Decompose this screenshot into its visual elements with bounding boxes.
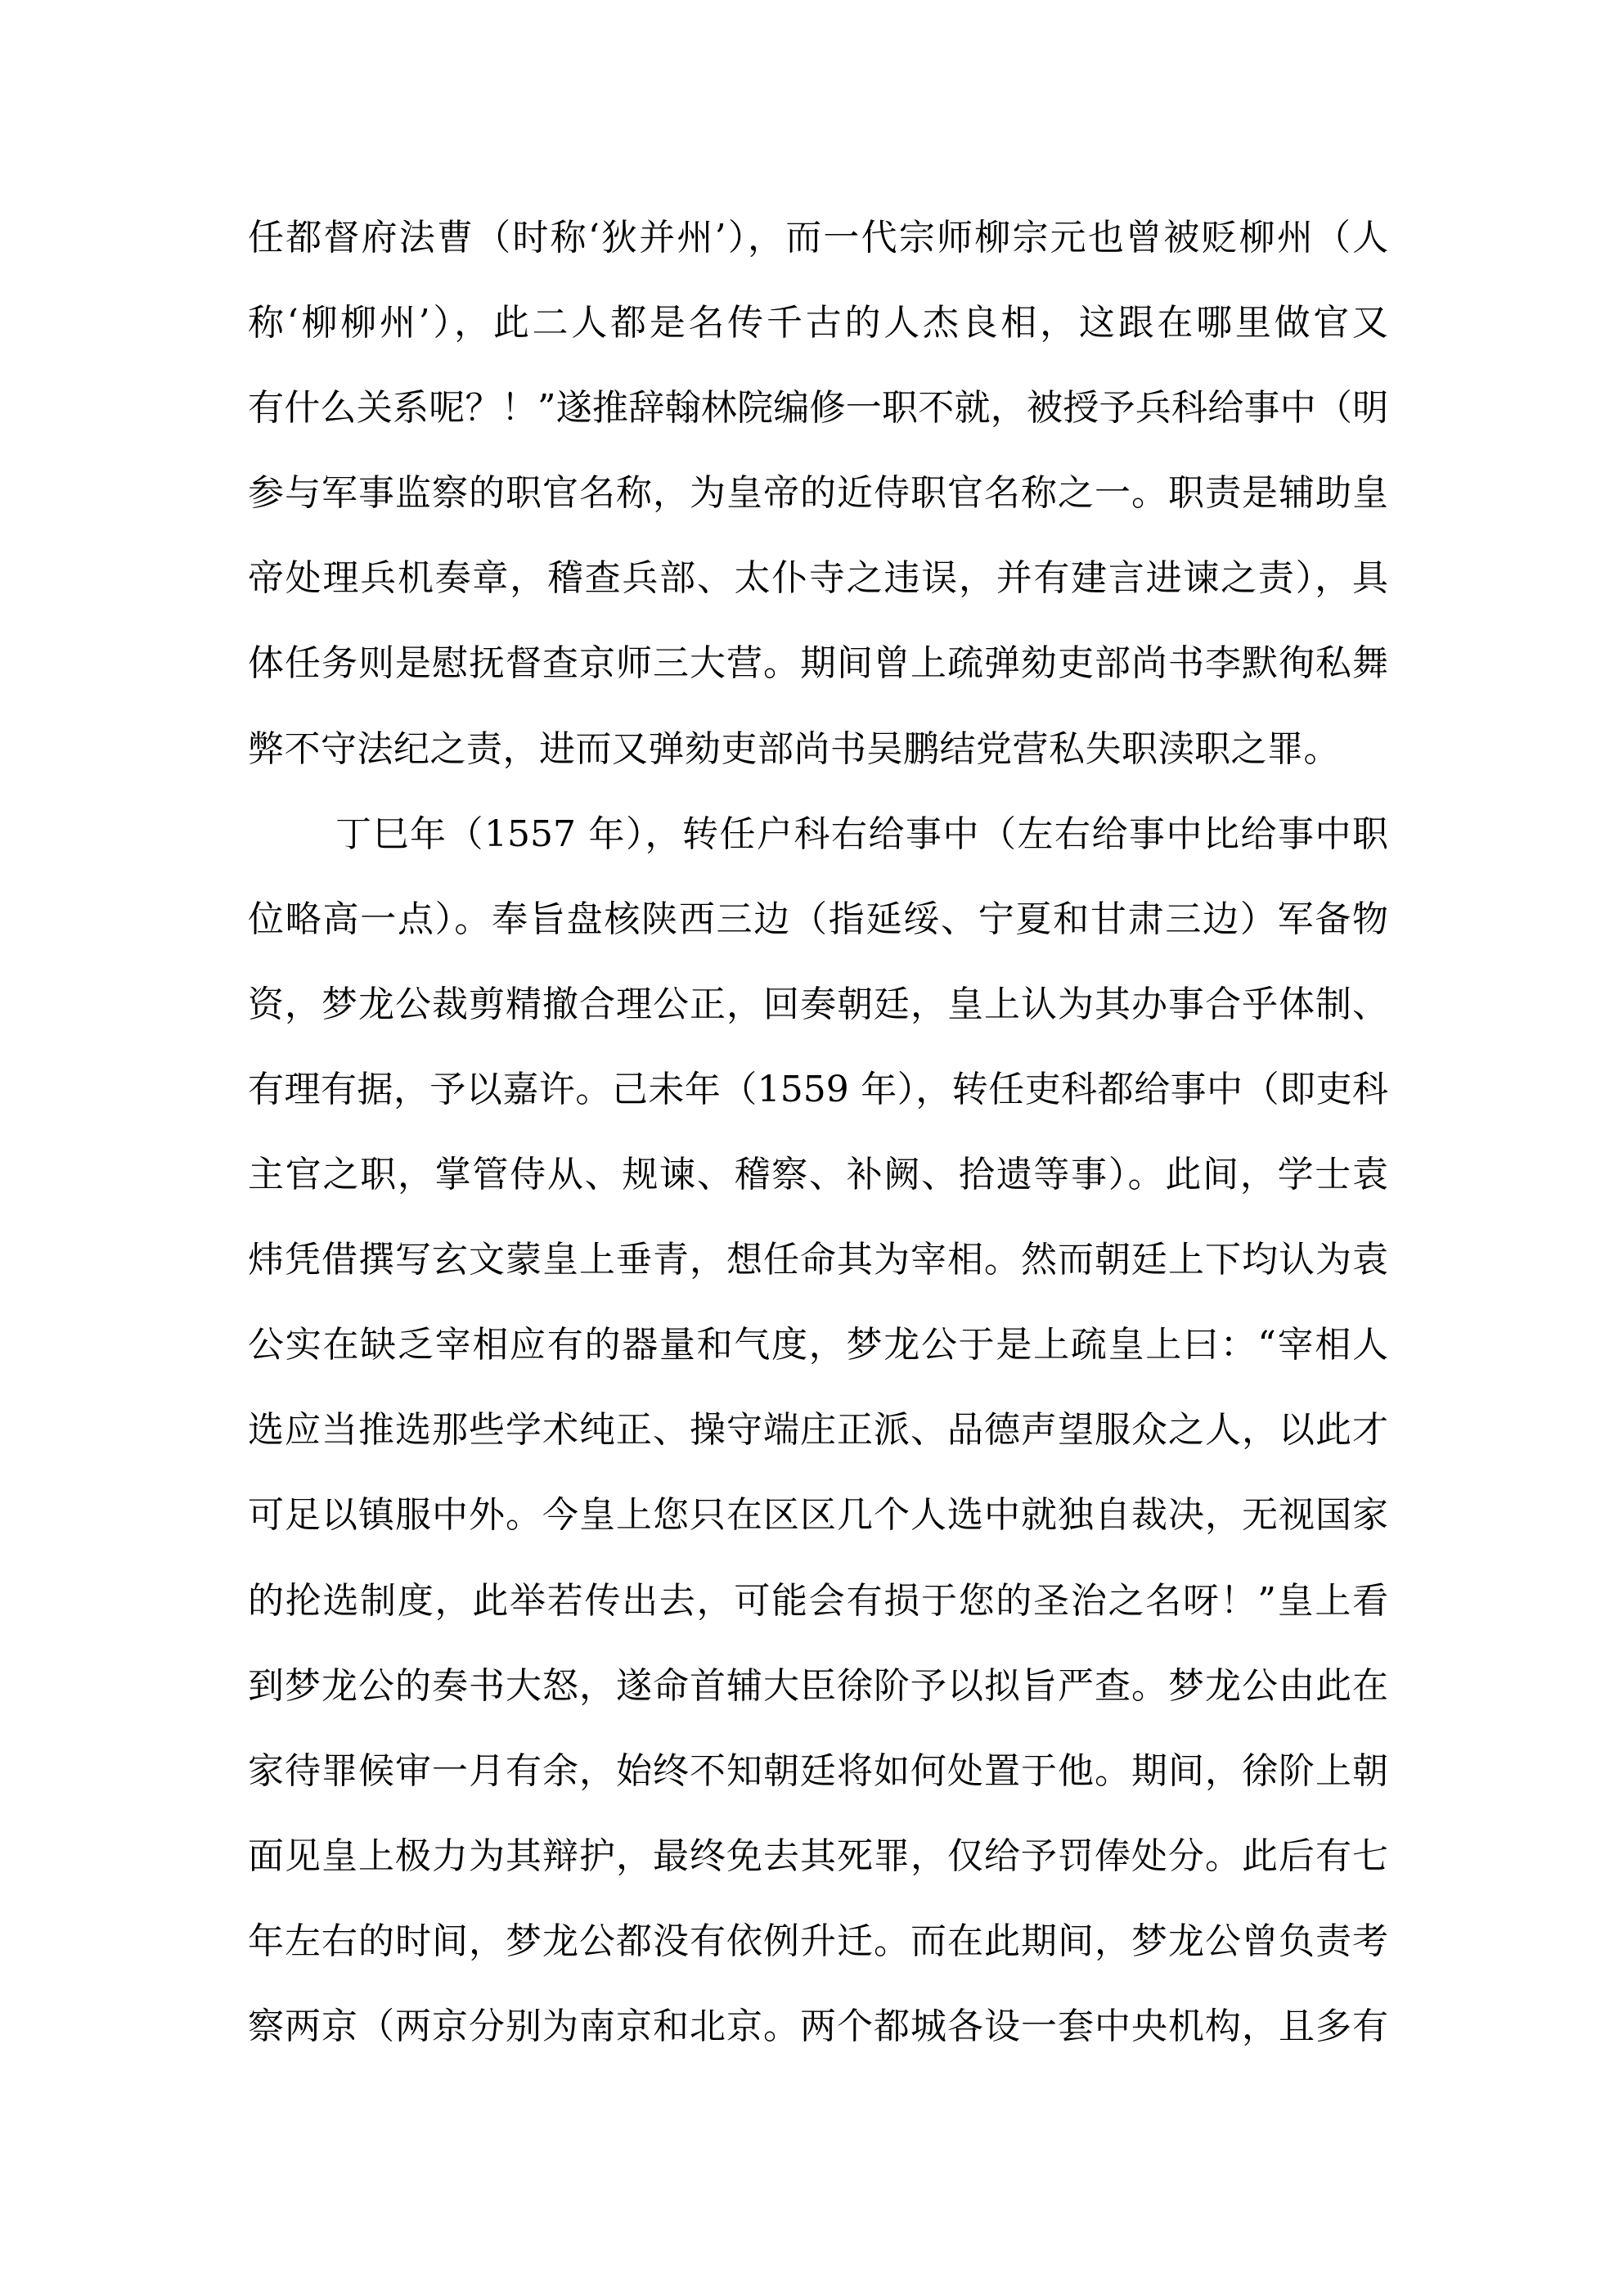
text-line: 察两京（两京分别为南京和北京。两个都城各设一套中央机构，且多有 (248, 2005, 1388, 2047)
body-text (248, 196, 1388, 2069)
text-line: 年左右的时间，梦龙公都没有依例升迁。而在此期间，梦龙公曾负责考 (248, 1920, 1388, 1962)
text-line: 家待罪候审一月有余，始终不知朝廷将如何处置于他。期间，徐阶上朝 (248, 1749, 1388, 1792)
text-line: 到梦龙公的奏书大怒，遂命首辅大臣徐阶予以拟旨严查。梦龙公由此在 (248, 1664, 1388, 1707)
text-line: 帝处理兵机奏章，稽查兵部、太仆寺之违误，并有建言进谏之责），具 (248, 557, 1389, 600)
text-line: 有什么关系呢？！”遂推辞翰林院编修一职不就，被授予兵科给事中（明 (248, 387, 1389, 430)
text-line: 弊不守法纪之责，进而又弹劾吏部尚书吴鹏结党营私失职渎职之罪。 (248, 727, 1340, 770)
text-line: 的抡选制度，此举若传出去，可能会有损于您的圣治之名呀！”皇上看 (248, 1579, 1389, 1622)
text-line: 选应当推选那些学术纯正、操守端庄正派、品德声望服众之人，以此才 (248, 1409, 1388, 1452)
text-line: 公实在缺乏宰相应有的器量和气度，梦龙公于是上疏皇上曰：“宰相人 (248, 1324, 1389, 1366)
text-line: 任都督府法曹（时称‘狄并州’），而一代宗师柳宗元也曾被贬柳州（人 (248, 217, 1389, 259)
paragraph-1 (248, 196, 1388, 792)
paragraph-2 (248, 792, 1388, 2069)
text-line: 体任务则是慰抚督查京师三大营。期间曾上疏弹劾吏部尚书李默徇私舞 (248, 642, 1388, 685)
text-line: 面见皇上极力为其辩护，最终免去其死罪，仅给予罚俸处分。此后有七 (248, 1835, 1388, 1877)
text-line: 位略高一点）。奉旨盘核陕西三边（指延绥、宁夏和甘肃三边）军备物 (248, 898, 1389, 940)
text-line: 有理有据，予以嘉许。己未年（1559 年），转任吏科都给事中（即吏科 (248, 1068, 1389, 1110)
text-line-indented: 丁巳年（1557 年），转任户科右给事中（左右给事中比给事中职 (335, 813, 1388, 855)
text-line: 可足以镇服中外。今皇上您只在区区几个人选中就独自裁决，无视国家 (248, 1494, 1388, 1537)
text-line: 炜凭借撰写玄文蒙皇上垂青，想任命其为宰相。然而朝廷上下均认为袁 (248, 1239, 1388, 1281)
text-line: 主官之职，掌管侍从、规谏、稽察、补阙、拾遗等事）。此间，学士袁 (248, 1154, 1389, 1196)
text-line: 称‘柳柳州’），此二人都是名传千古的人杰良相，这跟在哪里做官又 (248, 302, 1389, 344)
text-line: 参与军事监察的职官名称，为皇帝的近侍职官名称之一。职责是辅助皇 (248, 472, 1388, 515)
text-line: 资，梦龙公裁剪精撤合理公正，回奏朝廷，皇上认为其办事合乎体制、 (248, 983, 1388, 1025)
